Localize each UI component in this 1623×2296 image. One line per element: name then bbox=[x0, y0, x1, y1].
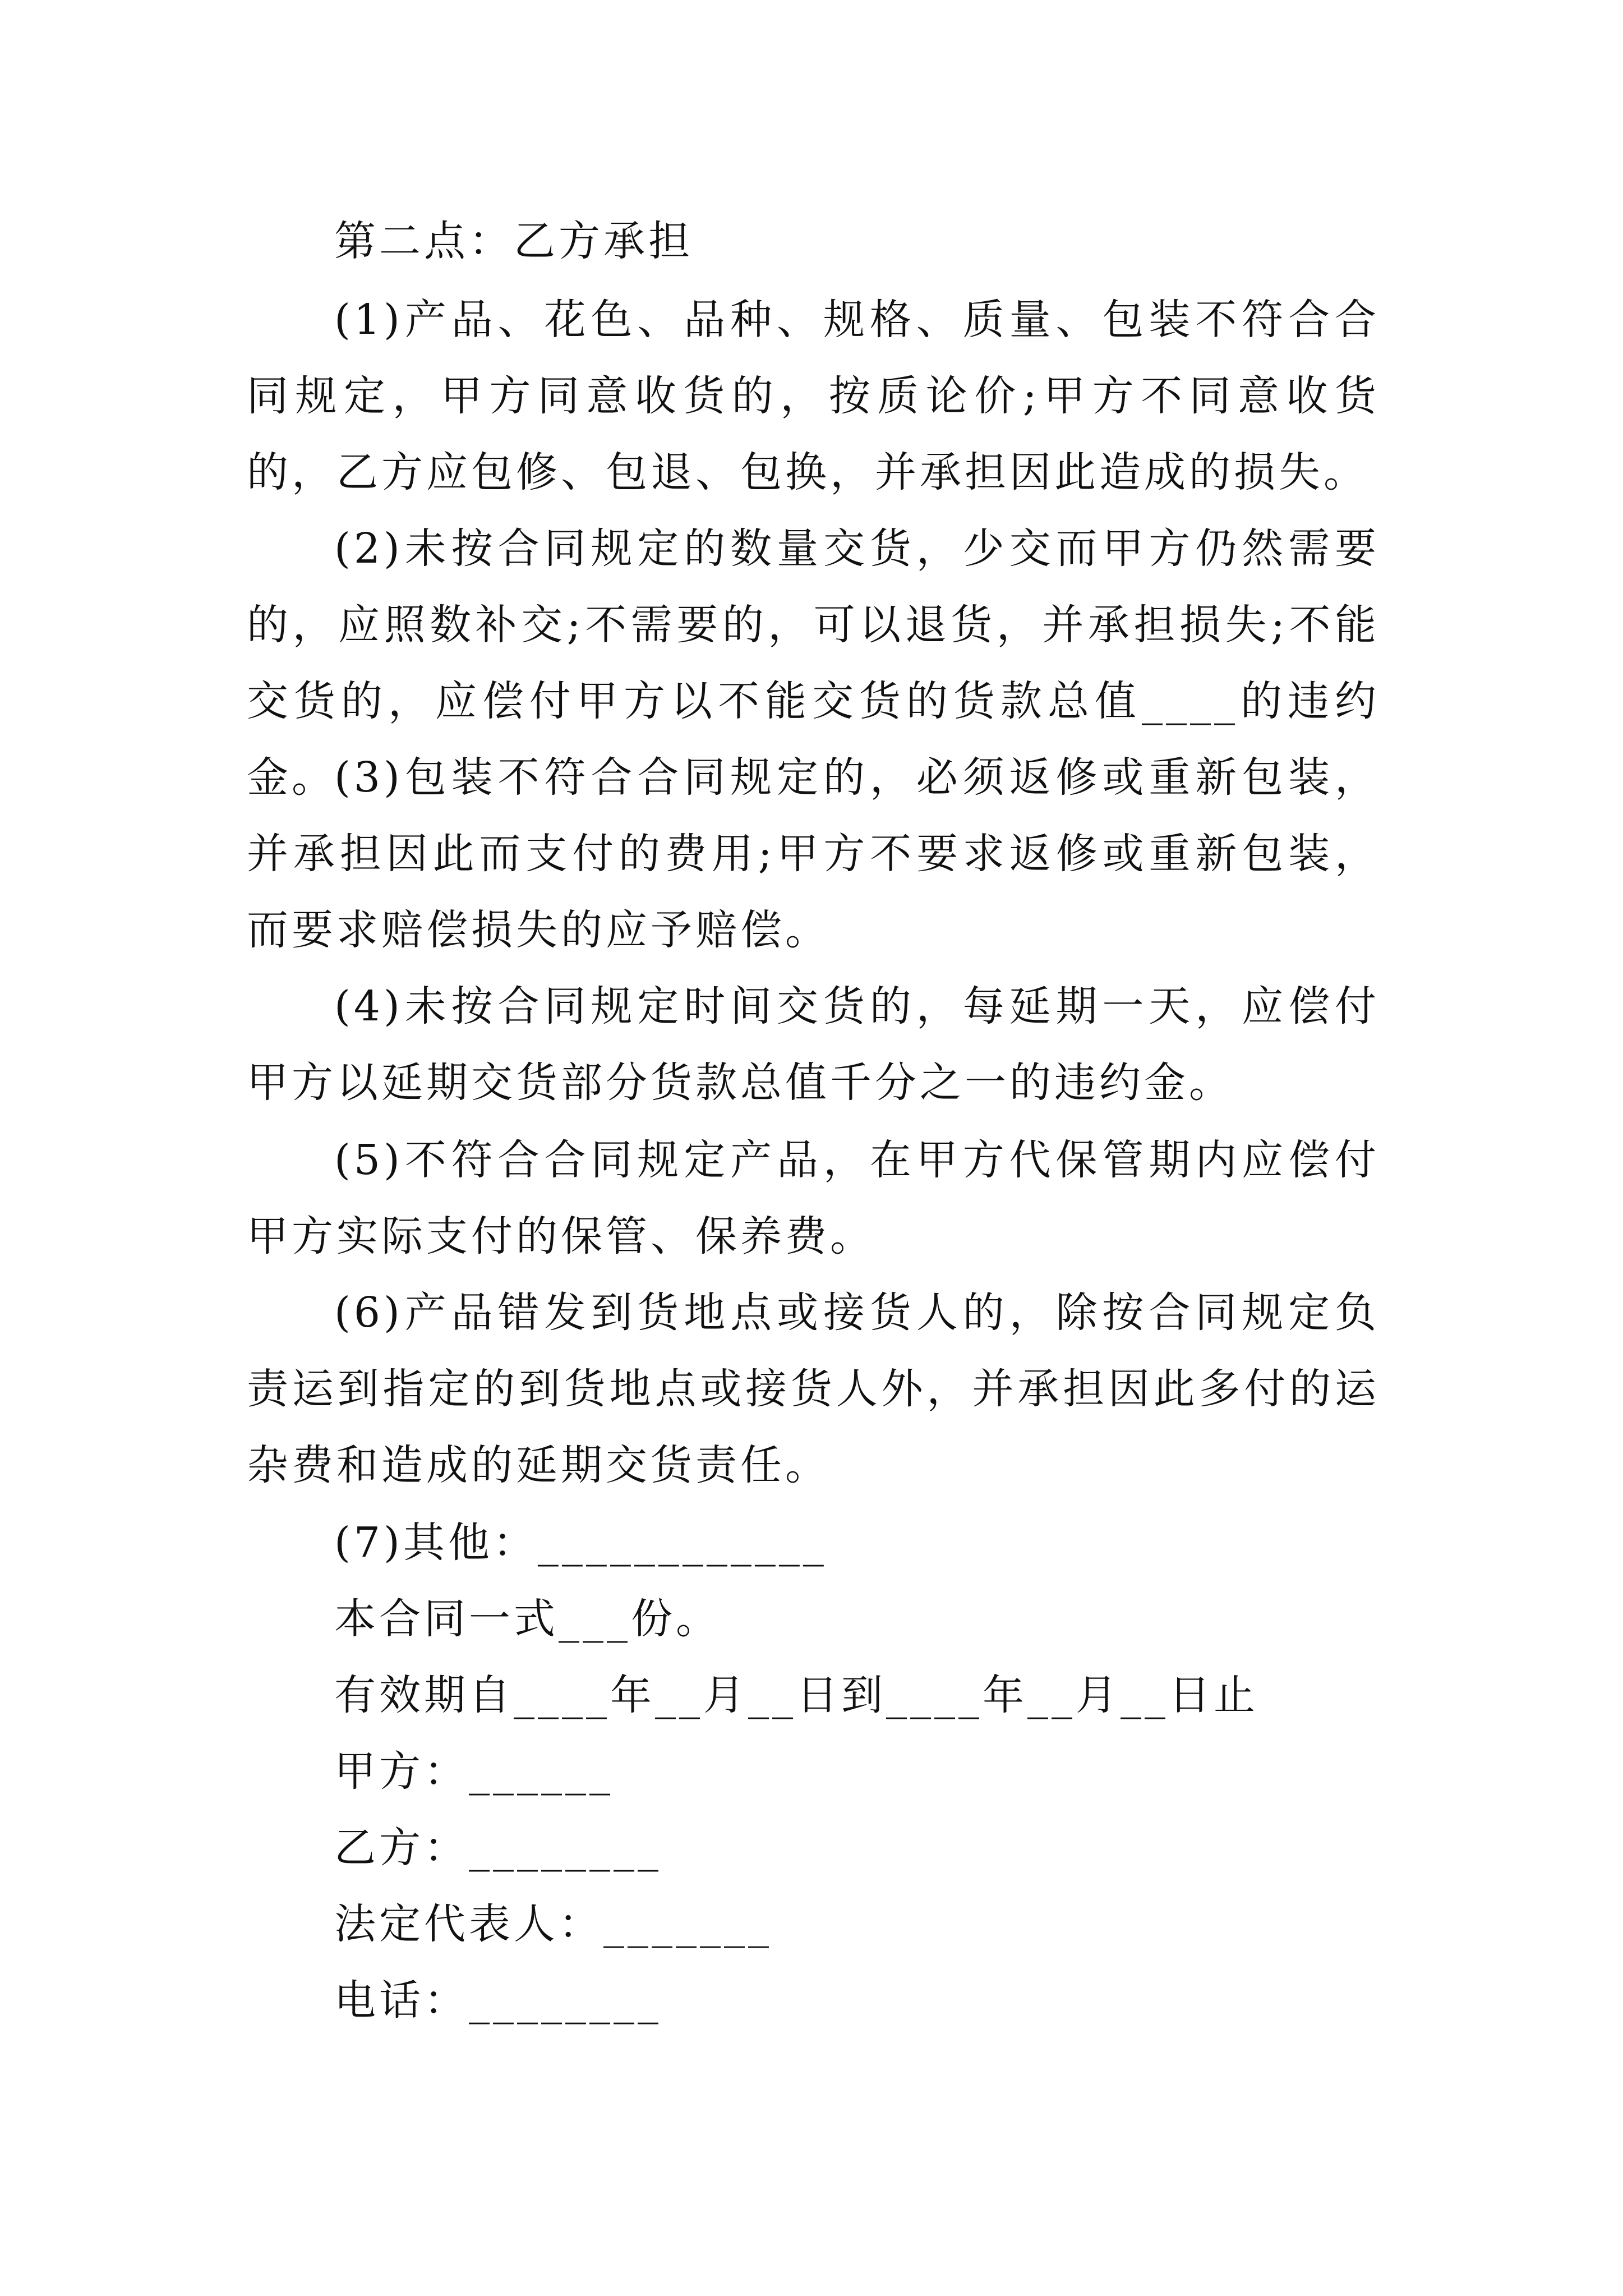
clause-5: (5)不符合合同规定产品，在甲方代保管期内应偿付甲方实际支付的保管、保养费。 bbox=[247, 1136, 1380, 1260]
clause-7-other: (7)其他：____________ bbox=[334, 1519, 827, 1567]
party-b-line: 乙方：________ bbox=[334, 1824, 662, 1872]
clause-2: (2)未按合同规定的数量交货，少交而甲方仍然需要的，应照数补交;不需要的，可以退货，并承担损失;不能交货的，应偿付甲方以不能交货的货款总值____的违约金。 bbox=[247, 524, 1380, 802]
section-heading: 第二点：乙方承担 bbox=[334, 217, 693, 265]
clause-1: (1)产品、花色、品种、规格、质量、包装不符合合同规定，甲方同意收货的，按质论价;甲方不同意收货的，乙方应包修、包退、包换，并承担因此造成的损失。 bbox=[247, 296, 1380, 496]
legal-representative-line: 法定代表人：_______ bbox=[334, 1900, 772, 1948]
phone-line: 电话：________ bbox=[334, 1976, 662, 2024]
party-a-line: 甲方：______ bbox=[334, 1747, 614, 1796]
copies-line: 本合同一式___份。 bbox=[334, 1595, 721, 1643]
clause-3: (3)包装不符合合同规定的，必须返修或重新包装，并承担因此而支付的费用;甲方不要求返修或重新包装，而要求赔偿损失的应予赔偿。 bbox=[247, 753, 1380, 954]
clause-6: (6)产品错发到货地点或接货人的，除按合同规定负责运到指定的到货地点或接货人外，并承担因此多付的运杂费和造成的延期交货责任。 bbox=[247, 1289, 1380, 1489]
validity-line: 有效期自____年__月__日到____年__月__日止 bbox=[334, 1671, 1258, 1719]
clause-4: (4)未按合同规定时间交货的，每延期一天，应偿付甲方以延期交货部分货款总值千分之一的违约金。 bbox=[247, 982, 1380, 1107]
